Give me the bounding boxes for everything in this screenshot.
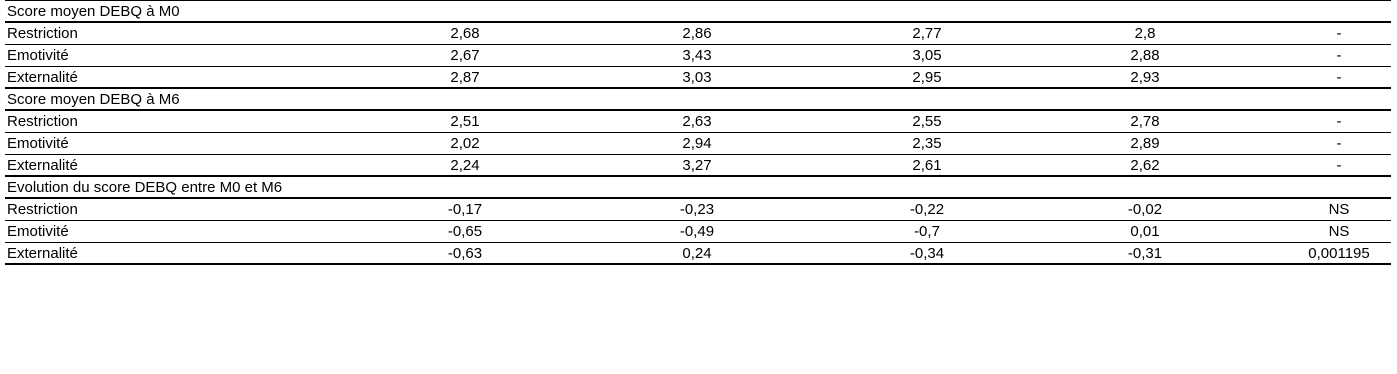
value-cell: 2,88 (1130, 47, 1160, 64)
value-cell: 2,94 (682, 135, 712, 152)
p-value-cell: - (1336, 47, 1342, 64)
value-cell: -0,63 (447, 245, 483, 262)
row-label: Emotivité (7, 135, 69, 152)
row-label: Emotivité (7, 223, 69, 240)
p-value-cell: - (1336, 69, 1342, 86)
value-cell: -0,02 (1127, 201, 1163, 218)
p-value-cell: - (1336, 25, 1342, 42)
section-header-m0 (5, 1, 1391, 23)
value-cell: 2,55 (912, 113, 942, 130)
value-cell: 2,68 (450, 25, 480, 42)
p-value-cell: - (1336, 157, 1342, 174)
p-value-cell: - (1336, 135, 1342, 152)
value-cell: 2,89 (1130, 135, 1160, 152)
debq-score-table (5, 0, 1391, 265)
value-cell: 2,86 (682, 25, 712, 42)
table-row (5, 67, 1391, 89)
value-cell: 2,87 (450, 69, 480, 86)
value-cell: 2,61 (912, 157, 942, 174)
value-cell: 2,8 (1134, 25, 1156, 42)
table-row (5, 155, 1391, 177)
table-row (5, 221, 1391, 243)
value-cell: 2,35 (912, 135, 942, 152)
value-cell: 2,63 (682, 113, 712, 130)
value-cell: 2,51 (450, 113, 480, 130)
value-cell: 2,62 (1130, 157, 1160, 174)
section-header-evolution (5, 177, 1391, 199)
row-label: Externalité (7, 157, 78, 174)
value-cell: 0,01 (1130, 223, 1160, 240)
table-row (5, 45, 1391, 67)
value-cell: -0,22 (909, 201, 945, 218)
value-cell: -0,17 (447, 201, 483, 218)
p-value-cell: 0,001195 (1308, 245, 1370, 262)
value-cell: 2,67 (450, 47, 480, 64)
value-cell: 3,05 (912, 47, 942, 64)
row-label: Restriction (7, 113, 78, 130)
value-cell: 3,03 (682, 69, 712, 86)
section-header-m6 (5, 89, 1391, 111)
section-title: Score moyen DEBQ à M6 (7, 91, 180, 108)
row-label: Restriction (7, 25, 78, 42)
p-value-cell: NS (1328, 223, 1350, 240)
value-cell: 0,24 (682, 245, 712, 262)
table-row (5, 111, 1391, 133)
row-label: Emotivité (7, 47, 69, 64)
value-cell: 2,78 (1130, 113, 1160, 130)
section-title: Score moyen DEBQ à M0 (7, 3, 180, 20)
table-row (5, 199, 1391, 221)
value-cell: 2,77 (912, 25, 942, 42)
row-label: Externalité (7, 245, 78, 262)
value-cell: 2,02 (450, 135, 480, 152)
value-cell: 3,43 (682, 47, 712, 64)
table-row (5, 23, 1391, 45)
table-row (5, 243, 1391, 265)
table-row (5, 133, 1391, 155)
value-cell: -0,7 (914, 223, 940, 240)
value-cell: 2,95 (912, 69, 942, 86)
p-value-cell: NS (1328, 201, 1350, 218)
value-cell: -0,34 (909, 245, 945, 262)
row-label: Restriction (7, 201, 78, 218)
value-cell: -0,65 (447, 223, 483, 240)
value-cell: 2,24 (450, 157, 480, 174)
p-value-cell: - (1336, 113, 1342, 130)
value-cell: 3,27 (682, 157, 712, 174)
value-cell: -0,31 (1127, 245, 1163, 262)
value-cell: -0,23 (679, 201, 715, 218)
section-title: Evolution du score DEBQ entre M0 et M6 (7, 179, 283, 196)
row-label: Externalité (7, 69, 78, 86)
value-cell: -0,49 (679, 223, 715, 240)
value-cell: 2,93 (1130, 69, 1160, 86)
